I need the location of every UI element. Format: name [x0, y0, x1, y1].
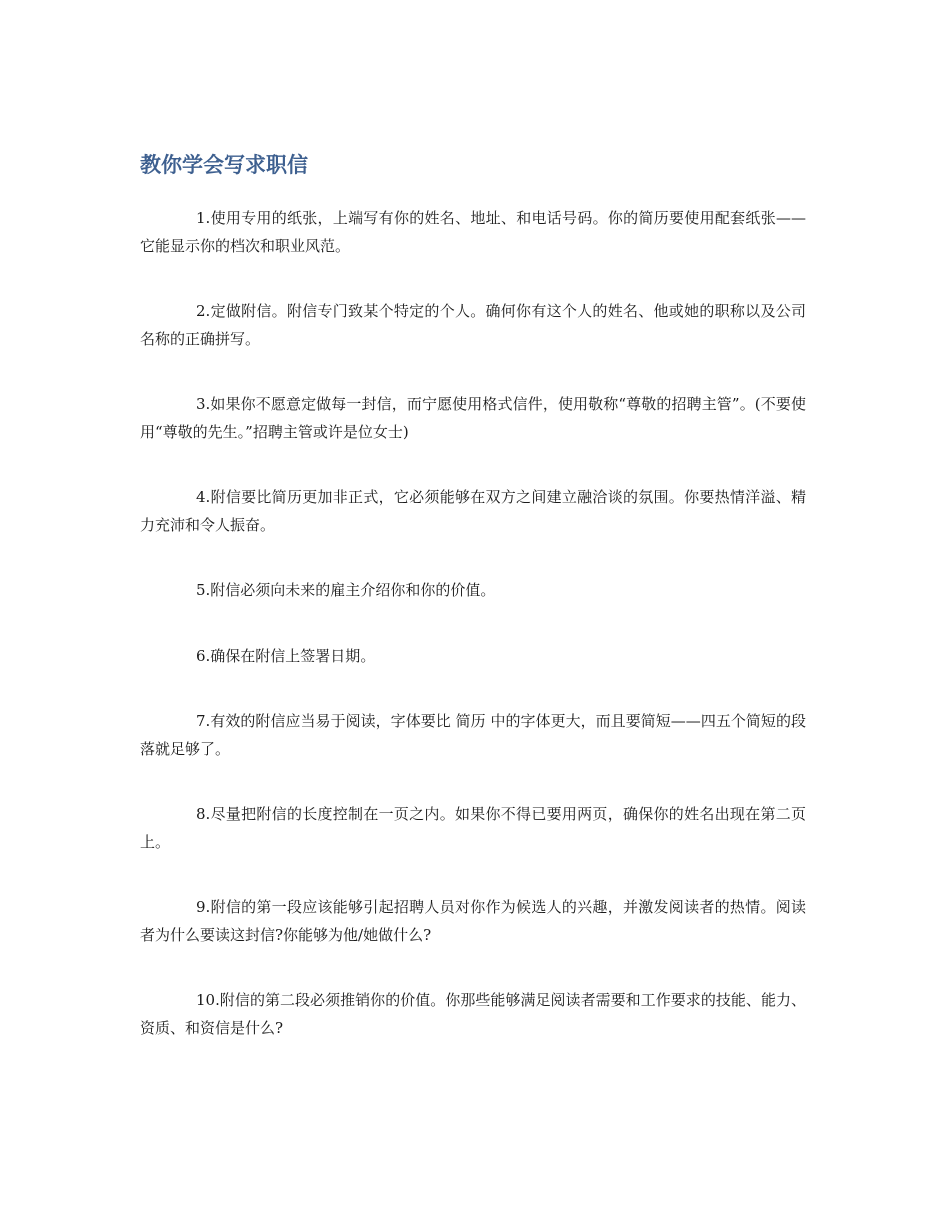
tip-paragraph-4: 4.附信要比简历更加非正式，它必须能够在双方之间建立融洽谈的氛围。你要热情洋溢、精力充沛和令人振奋。 — [140, 488, 806, 534]
tip-paragraph-1: 1.使用专用的纸张，上端写有你的姓名、地址、和电话号码。你的简历要使用配套纸张——它能显示你的档次和职业风范。 — [140, 209, 806, 255]
tips-list — [140, 205, 806, 1080]
tip-paragraph-3: 3.如果你不愿意定做每一封信，而宁愿使用格式信件，使用敬称“尊敬的招聘主管”。(不要使用“尊敬的先生。”招聘主管或许是位女士) — [140, 395, 806, 441]
tip-paragraph-6: 6.确保在附信上签署日期。 — [196, 646, 376, 665]
tip-paragraph-9: 9.附信的第一段应该能够引起招聘人员对你作为候选人的兴趣，并激发阅读者的热情。阅读者为什么要读这封信?你能够为他/她做什么? — [140, 898, 806, 944]
tip-paragraph-2: 2.定做附信。附信专门致某个特定的个人。确何你有这个人的姓名、他或她的职称以及公司名称的正确拼写。 — [140, 302, 806, 348]
tip-paragraph-5: 5.附信必须向未来的雇主介绍你和你的价值。 — [196, 581, 496, 599]
tip-paragraph-7: 7.有效的附信应当易于阅读，字体要比 简历 中的字体更大，而且要简短——四五个简短的段落就足够了。 — [140, 712, 806, 758]
tip-paragraph-8: 8.尽量把附信的长度控制在一页之内。如果你不得已要用两页，确保你的姓名出现在第二页上。 — [140, 805, 806, 851]
document-title: 教你学会写求职信 — [140, 153, 308, 177]
tip-paragraph-10: 10.附信的第二段必须推销你的价值。你那些能够满足阅读者需要和工作要求的技能、能力、资质、和资信是什么? — [140, 991, 806, 1037]
